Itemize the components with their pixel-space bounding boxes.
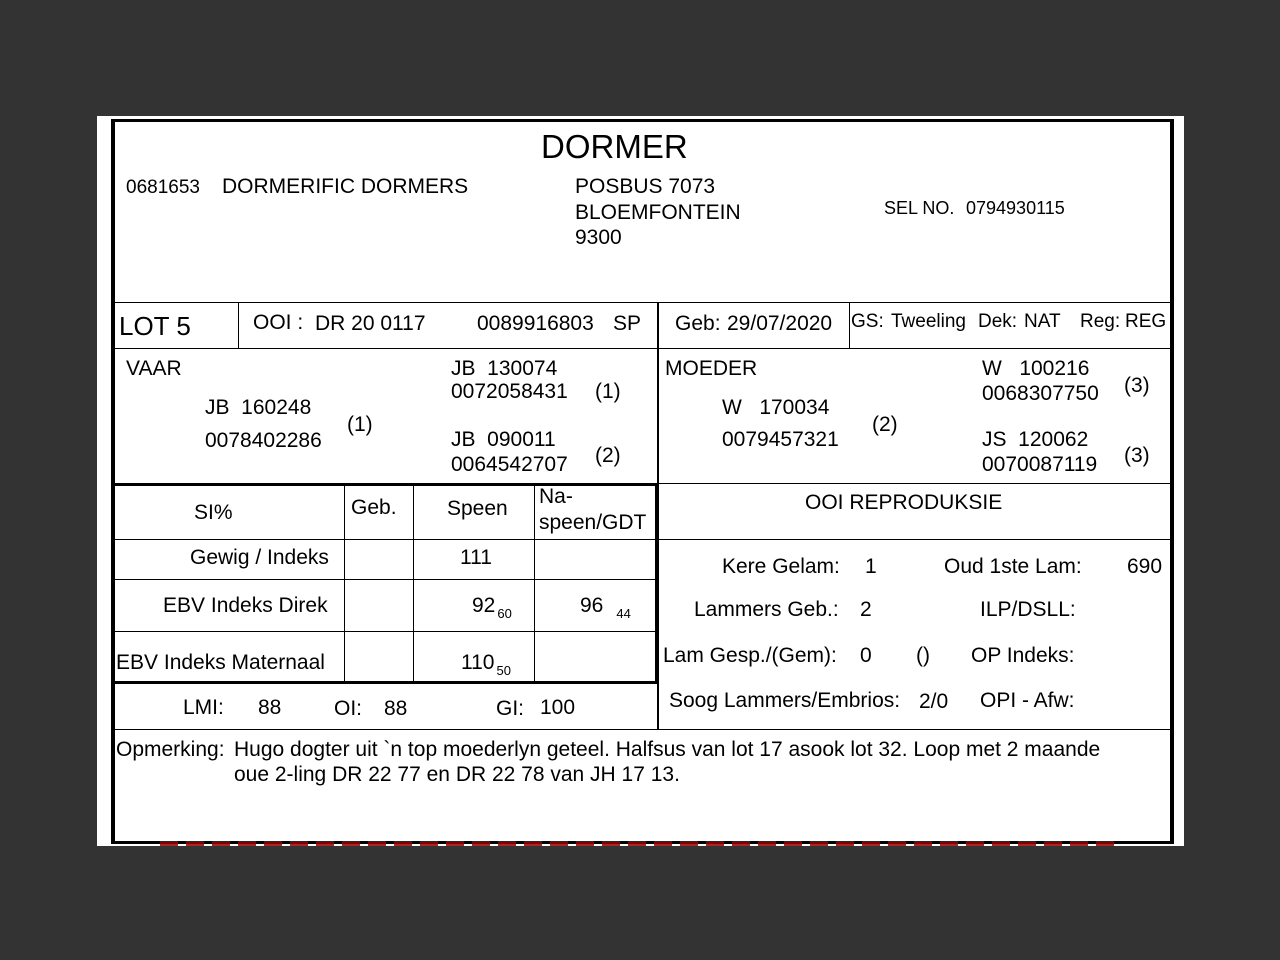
gi-label: GI: bbox=[496, 697, 525, 720]
address-line-2: BLOEMFONTEIN bbox=[575, 201, 741, 224]
opi-afw-label: OPI - Afw: bbox=[980, 689, 1075, 712]
dek-value: NAT bbox=[1024, 311, 1061, 332]
si-header: SI% bbox=[194, 501, 233, 524]
sire-sire-id: JB 130074 bbox=[451, 357, 558, 380]
geb-header: Geb. bbox=[351, 496, 397, 519]
animal-id: DR 20 0117 bbox=[315, 312, 426, 335]
sire-grade: (1) bbox=[347, 413, 373, 436]
row-label-gewig: Gewig / Indeks bbox=[190, 546, 329, 569]
gi-value: 100 bbox=[540, 696, 576, 719]
sel-no-label: SEL NO. bbox=[884, 198, 955, 218]
catalogue-sheet bbox=[97, 116, 1184, 846]
dam-dam-number: 0070087119 bbox=[982, 453, 1098, 476]
dam-grade: (2) bbox=[872, 413, 898, 436]
lammers-geb-label: Lammers Geb.: bbox=[694, 598, 839, 621]
sire-sire-number: 0072058431 bbox=[451, 380, 568, 403]
dam-sire-number: 0068307750 bbox=[982, 382, 1099, 405]
remark-label: Opmerking: bbox=[116, 738, 225, 761]
sire-dam-grade: (2) bbox=[595, 444, 621, 467]
address-line-3: 9300 bbox=[575, 226, 622, 249]
kere-gelam-label: Kere Gelam: bbox=[722, 555, 840, 578]
lam-gesp-label: Lam Gesp./(Gem): bbox=[663, 644, 837, 667]
dam-sire-id: W 100216 bbox=[982, 357, 1090, 380]
row-label-ebv-direk: EBV Indeks Direk bbox=[163, 594, 328, 617]
lmi-value: 88 bbox=[258, 696, 282, 719]
sire-id: JB 160248 bbox=[205, 396, 312, 419]
remark-line-2: oue 2-ling DR 22 77 en DR 22 78 van JH 17 13. bbox=[234, 763, 680, 786]
ilp-dsll-label: ILP/DSLL: bbox=[980, 598, 1076, 621]
breed-title: DORMER bbox=[541, 128, 688, 165]
animal-grade: SP bbox=[613, 312, 642, 335]
dam-label: MOEDER bbox=[665, 357, 758, 380]
naspeen-header-2: speen/GDT bbox=[539, 511, 647, 534]
birth-label: Geb: bbox=[675, 312, 721, 335]
lmi-label: LMI: bbox=[183, 696, 224, 719]
oud-1ste-lam-label: Oud 1ste Lam: bbox=[944, 555, 1082, 578]
remark-line-1: Hugo dogter uit `n top moederlyn geteel. Halfsus van lot 17 asook lot 32. Loop met 2 maande bbox=[234, 738, 1101, 761]
breeder-name: DORMERIFIC DORMERS bbox=[222, 175, 469, 198]
dek-label: Dek: bbox=[978, 311, 1018, 332]
sire-dam-id: JB 090011 bbox=[451, 428, 556, 451]
dam-dam-id: JS 120062 bbox=[982, 428, 1089, 451]
gs-value: Tweeling bbox=[891, 311, 966, 332]
naspeen-header-1: Na- bbox=[539, 485, 573, 508]
sire-label: VAAR bbox=[126, 357, 182, 380]
oud-1ste-lam-value: 690 bbox=[1127, 555, 1163, 578]
ebv-direk-speen-accuracy: 60 bbox=[497, 606, 512, 621]
dam-id: W 170034 bbox=[722, 396, 830, 419]
dam-number: 0079457321 bbox=[722, 428, 839, 451]
ebv-maternaal-speen: 110 $_{50}$ bbox=[461, 651, 511, 678]
kere-gelam-value: 1 bbox=[865, 555, 877, 578]
ebv-direk-naspeen-accuracy: 44 bbox=[616, 606, 631, 621]
sire-sire-grade: (1) bbox=[595, 380, 621, 403]
ebv-direk-speen: 92 $_{60}$ bbox=[472, 594, 512, 621]
ebv-maternaal-speen-accuracy: 50 bbox=[496, 663, 511, 678]
breeder-code: 0681653 bbox=[126, 177, 200, 198]
row-label-ebv-maternaal: EBV Indeks Maternaal bbox=[116, 651, 325, 674]
sire-dam-number: 0064542707 bbox=[451, 453, 568, 476]
sel-no-value: 0794930115 bbox=[966, 198, 1065, 218]
speen-header: Speen bbox=[447, 497, 508, 520]
lammers-geb-value: 2 bbox=[860, 598, 872, 621]
sire-number: 0078402286 bbox=[205, 429, 322, 452]
gewig-speen: 111 bbox=[460, 546, 492, 569]
address-line-1: POSBUS 7073 bbox=[575, 175, 716, 198]
ebv-direk-naspeen: 96 $_{44}$ bbox=[580, 594, 631, 621]
oi-value: 88 bbox=[384, 697, 408, 720]
soog-label: Soog Lammers/Embrios: bbox=[669, 689, 901, 712]
soog-value: 2/0 bbox=[919, 690, 949, 713]
gs-label: GS: bbox=[851, 311, 884, 332]
lam-gesp-value: 0 bbox=[860, 644, 872, 667]
lam-gesp-gem-value: () bbox=[916, 644, 930, 667]
reg-label: Reg: bbox=[1080, 311, 1121, 332]
reproduction-title: OOI REPRODUKSIE bbox=[805, 491, 1003, 514]
lot-number: LOT 5 bbox=[119, 311, 191, 341]
oi-label: OI: bbox=[334, 697, 363, 720]
dam-dam-grade: (3) bbox=[1124, 444, 1150, 467]
reg-value: REG bbox=[1125, 311, 1167, 332]
birth-date: 29/07/2020 bbox=[727, 312, 833, 335]
animal-number: 0089916803 bbox=[477, 312, 594, 335]
op-indeks-label: OP Indeks: bbox=[971, 644, 1075, 667]
animal-type-label: OOI : bbox=[253, 311, 304, 334]
red-dashed-line bbox=[160, 841, 1120, 846]
dam-sire-grade: (3) bbox=[1124, 374, 1150, 397]
